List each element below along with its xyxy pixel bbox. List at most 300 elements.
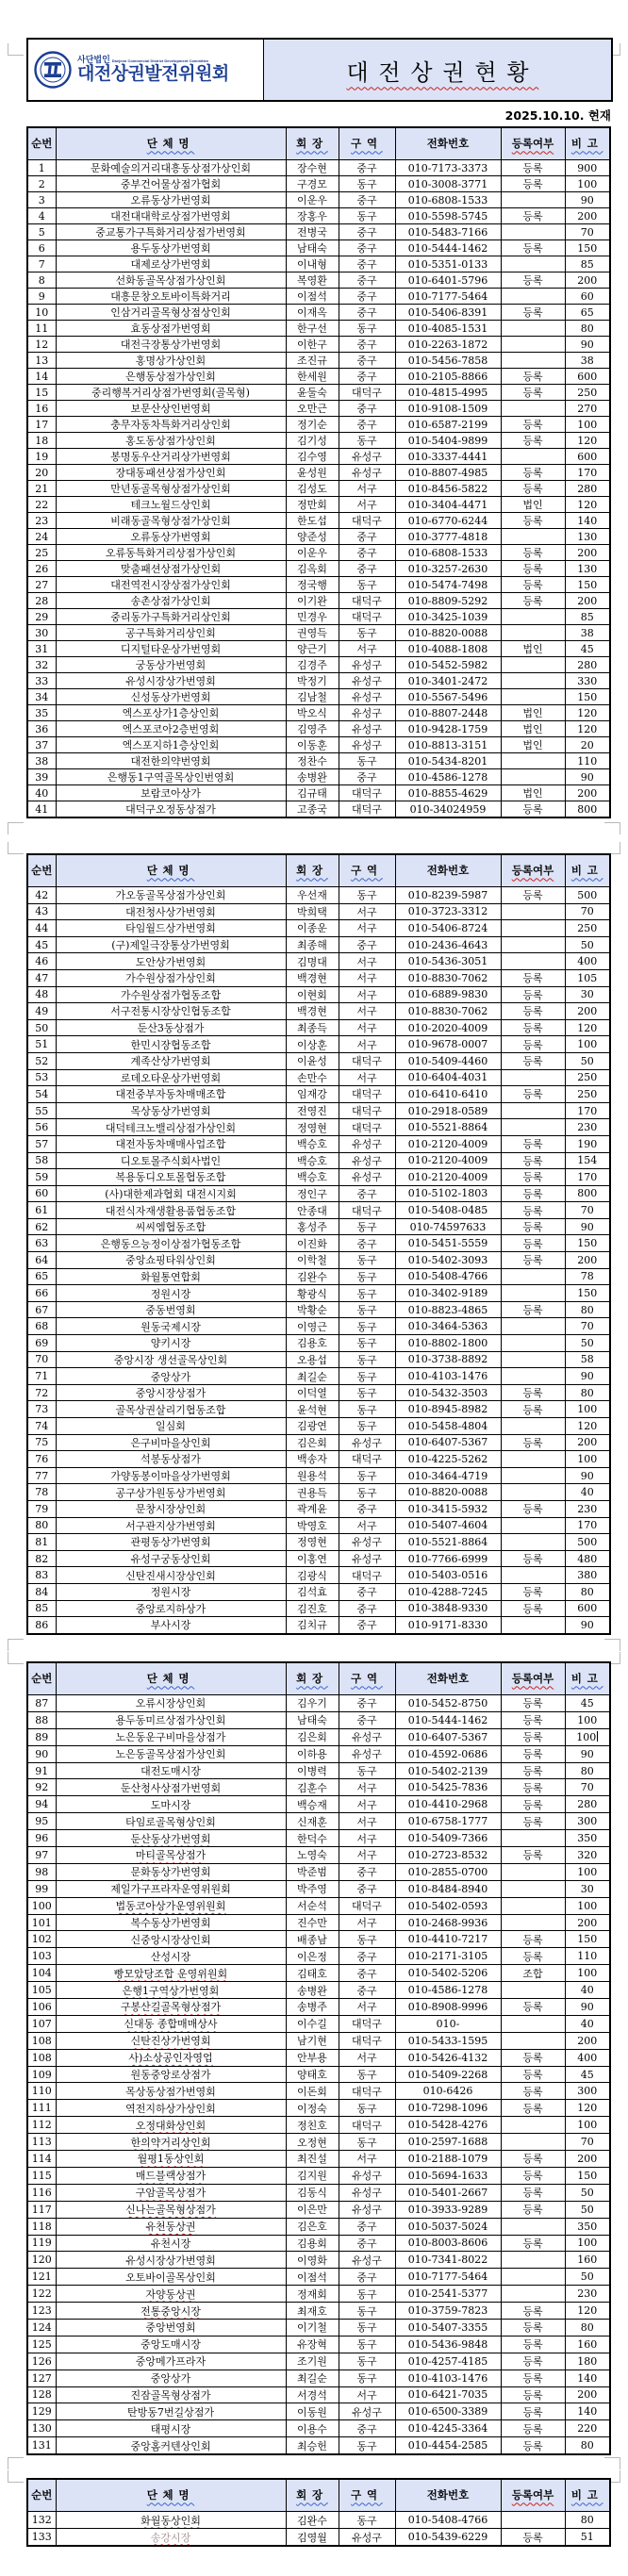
cell-note: 70 [565, 1779, 610, 1796]
cell-no: 13 [27, 353, 56, 369]
cell-registered: 등록 [501, 1583, 565, 1600]
cell-name: 선화동골목상점가상인회 [56, 272, 286, 289]
cell-phone: 010-8802-1800 [395, 1335, 501, 1352]
cell-no: 23 [27, 513, 56, 529]
cell-chairman: 최종득 [286, 1019, 339, 1036]
cell-phone: 010-3464-5363 [395, 1318, 501, 1335]
cell-chairman: 이현회 [286, 986, 339, 1003]
cell-district: 중구 [339, 1863, 395, 1880]
cell-name: 둔산청사상점가번영회 [56, 1779, 286, 1796]
cell-name: 가수원상점가상인회 [56, 969, 286, 986]
cell-registered: 법인 [501, 497, 565, 513]
cell-name: 원동국제시장 [56, 1318, 286, 1335]
table-row [27, 465, 610, 481]
cell-note: 120 [565, 705, 610, 721]
cell-name: 만년동골목형상점가상인회 [56, 481, 286, 497]
cell-phone: 010-2541-5377 [395, 2286, 501, 2303]
cell-district: 동구 [339, 321, 395, 337]
cell-chairman: 이동원 [286, 2403, 339, 2420]
cell-district: 동구 [339, 1384, 395, 1401]
cell-name: 대전식자재생활용품협동조합 [56, 1202, 286, 1219]
table-row [27, 657, 610, 673]
cell-no: 120 [27, 2252, 56, 2269]
cell-chairman: 홍성주 [286, 1218, 339, 1235]
cell-name: 노은동운구비마을상점가 [56, 1728, 286, 1745]
cell-name: 중앙시장 생선골목상인회 [56, 1351, 286, 1368]
cell-phone: 010-3723-3312 [395, 903, 501, 920]
cell-no: 126 [27, 2353, 56, 2370]
column-header-district: 구역 [339, 2479, 395, 2512]
cell-phone: 010-7298-1096 [395, 2100, 501, 2117]
table-row [27, 2083, 610, 2100]
cell-note: 100 [565, 417, 610, 433]
table-row [27, 2015, 610, 2032]
cell-district: 중구 [339, 1695, 395, 1712]
table-row [27, 289, 610, 305]
cell-note: 70 [565, 1202, 610, 1219]
table-row [27, 1745, 610, 1762]
cell-district: 유성구 [339, 2403, 395, 2420]
table-row [27, 2269, 610, 2286]
cell-registered [501, 1318, 565, 1335]
cell-name: 가양동봉이마을상가번영회 [56, 1467, 286, 1484]
org-type-label: 사단법인 [77, 55, 110, 65]
cell-phone: 010-6410-6410 [395, 1086, 501, 1103]
table-header-row [27, 854, 610, 887]
cell-note: 150 [565, 1235, 610, 1252]
cell-registered [501, 2032, 565, 2049]
cell-name: 신성동상가번영회 [56, 689, 286, 705]
cell-phone: 010-8908-9996 [395, 1999, 501, 2016]
cell-registered: 등록 [501, 545, 565, 561]
table-row [27, 1036, 610, 1053]
cell-note: 80 [565, 1384, 610, 1401]
table-row [27, 1252, 610, 1269]
cell-district: 동구 [339, 753, 395, 769]
cell-registered: 등록 [501, 240, 565, 256]
column-header-note: 비고 [565, 127, 610, 160]
cell-registered: 등록 [501, 417, 565, 433]
cell-registered: 등록 [501, 305, 565, 321]
cell-no: 75 [27, 1434, 56, 1451]
cell-registered [501, 769, 565, 785]
cell-registered [501, 224, 565, 240]
cell-chairman: 권용득 [286, 1484, 339, 1501]
cell-chairman: 김영월 [286, 2529, 339, 2547]
cell-chairman: 권영득 [286, 625, 339, 641]
cell-chairman: 정국행 [286, 577, 339, 593]
cell-registered [501, 1880, 565, 1897]
cell-no: 54 [27, 1086, 56, 1103]
cell-name: 은행동으능정이상점가협동조합 [56, 1235, 286, 1252]
cell-chairman: 김은호 [286, 2218, 339, 2235]
cell-no: 78 [27, 1484, 56, 1501]
cell-chairman: 정재회 [286, 2286, 339, 2303]
cell-name: 중부건어물상점가협회 [56, 176, 286, 192]
cell-chairman: 김지원 [286, 2167, 339, 2184]
cell-phone: 010-5444-1462 [395, 240, 501, 256]
cell-phone: 010-3404-4471 [395, 497, 501, 513]
cell-chairman: 전영진 [286, 1102, 339, 1119]
cell-phone: 010-3008-3771 [395, 176, 501, 192]
cell-name: 일심회 [56, 1418, 286, 1435]
table-row [27, 769, 610, 785]
cell-district: 동구 [339, 1401, 395, 1418]
table-row [27, 192, 610, 208]
cell-name: 대덕테크노밸리상점가상인회 [56, 1119, 286, 1136]
cell-no: 94 [27, 1796, 56, 1813]
cell-note: 85 [565, 256, 610, 272]
cell-note: 30 [565, 1880, 610, 1897]
cell-no: 129 [27, 2403, 56, 2420]
cell-no: 122 [27, 2286, 56, 2303]
cell-phone: 010-5403-0516 [395, 1567, 501, 1584]
column-header-district: 구역 [339, 854, 395, 887]
cell-registered [501, 2117, 565, 2134]
cell-district: 동구 [339, 1418, 395, 1435]
cell-registered: 등록 [501, 2529, 565, 2547]
cell-chairman: 안종대 [286, 1202, 339, 1219]
cell-registered: 등록 [501, 369, 565, 385]
cell-district: 유성구 [339, 1135, 395, 1152]
cell-chairman: 백송자 [286, 1451, 339, 1468]
cell-chairman: 고종국 [286, 801, 339, 818]
cell-phone: 010-8855-4629 [395, 785, 501, 801]
cell-note: 50 [565, 1052, 610, 1069]
cell-phone: 010-2120-4009 [395, 1135, 501, 1152]
cell-phone: 010-7341-8022 [395, 2252, 501, 2269]
cell-phone: 010-3402-9189 [395, 1285, 501, 1302]
cell-phone: 010-5436-3051 [395, 953, 501, 970]
cell-no: 110 [27, 2083, 56, 2100]
cell-district: 중구 [339, 1185, 395, 1202]
cell-no: 69 [27, 1335, 56, 1352]
cell-name: 오토바이골목상인회 [56, 2269, 286, 2286]
cell-name: 디지털타운상가번영회 [56, 641, 286, 657]
cell-name: 궁동상가번영회 [56, 657, 286, 673]
cell-registered: 등록 [501, 1779, 565, 1796]
cell-no: 71 [27, 1368, 56, 1385]
cell-name: 탄방동7번길상점가 [56, 2403, 286, 2420]
cell-chairman: 노영숙 [286, 1847, 339, 1864]
cell-chairman: 정친호 [286, 2117, 339, 2134]
cell-no: 106 [27, 1999, 56, 2016]
cell-registered: 등록 [501, 1550, 565, 1567]
cell-phone: 010-8003-8606 [395, 2235, 501, 2252]
cell-no: 100 [27, 1897, 56, 1914]
cell-name: 오정대화상인회 [56, 2117, 286, 2134]
cell-phone: 010-2468-9936 [395, 1914, 501, 1931]
table-row [27, 2286, 610, 2303]
table-row [27, 385, 610, 401]
cell-district: 동구 [339, 176, 395, 192]
cell-note: 40 [565, 1982, 610, 1999]
cell-district: 유성구 [339, 673, 395, 689]
cell-phone: 010-8813-3151 [395, 737, 501, 753]
cell-registered: 등록 [501, 561, 565, 577]
cell-name: 유천동상권 [56, 2218, 286, 2235]
cell-phone: 010-4815-4995 [395, 385, 501, 401]
cell-phone: 010-3464-4719 [395, 1467, 501, 1484]
cell-phone: 010-7766-6999 [395, 1550, 501, 1567]
cell-no: 29 [27, 609, 56, 625]
cell-chairman: 윤성원 [286, 465, 339, 481]
cell-registered: 등록 [501, 2336, 565, 2353]
cell-registered: 등록 [501, 1728, 565, 1745]
cell-no: 107 [27, 2015, 56, 2032]
cell-district: 중구 [339, 305, 395, 321]
cell-no: 42 [27, 887, 56, 904]
cell-phone: 010-4592-0686 [395, 1745, 501, 1762]
cell-registered [501, 1451, 565, 1468]
cell-phone: 010-74597633 [395, 1218, 501, 1235]
cell-name: 중동번영회 [56, 1301, 286, 1318]
cell-district: 동구 [339, 1484, 395, 1501]
cell-registered [501, 753, 565, 769]
cell-chairman: 정영현 [286, 1119, 339, 1136]
cell-note: 70 [565, 903, 610, 920]
cell-name: 목상동상가번영회 [56, 1102, 286, 1119]
cell-registered: 등록 [501, 1695, 565, 1712]
cell-name: 대전중부자동차매매조합 [56, 1086, 286, 1103]
table-row [27, 1500, 610, 1517]
cell-name: 서구전통시장상인협동조합 [56, 1003, 286, 1020]
cell-district: 중구 [339, 160, 395, 176]
cell-no: 118 [27, 2218, 56, 2235]
column-header-no: 순번 [27, 854, 56, 887]
page-corner-mark [8, 43, 24, 56]
cell-no: 37 [27, 737, 56, 753]
cell-registered [501, 903, 565, 920]
cell-name: (구)제일극장통상가번영회 [56, 936, 286, 953]
cell-registered: 등록 [501, 1003, 565, 1020]
cell-registered [501, 1534, 565, 1551]
cell-no: 11 [27, 321, 56, 337]
cell-chairman: 이점석 [286, 289, 339, 305]
cell-no: 113 [27, 2134, 56, 2151]
cell-no: 125 [27, 2336, 56, 2353]
cell-phone: 010-8456-5822 [395, 481, 501, 497]
table-row [27, 785, 610, 801]
table-row [27, 1185, 610, 1202]
cell-note: 200 [565, 545, 610, 561]
column-header-district: 구역 [339, 127, 395, 160]
cell-name: 중앙상가 [56, 2370, 286, 2386]
cell-note: 220 [565, 2420, 610, 2437]
table-row [27, 481, 610, 497]
cell-phone: 010-5406-8391 [395, 305, 501, 321]
cell-name: 복수동상가번영회 [56, 1914, 286, 1931]
cell-chairman: 정기순 [286, 417, 339, 433]
cell-note: 100 [565, 2117, 610, 2134]
cell-name: 대전대대학로상점가번영회 [56, 208, 286, 224]
cell-name: 대전역전시장상점가상인회 [56, 577, 286, 593]
cell-name: 중앙상가 [56, 1368, 286, 1385]
cell-district: 서구 [339, 641, 395, 657]
cell-name: 인삼거리골목형상점상인회 [56, 305, 286, 321]
cell-note: 120 [565, 1019, 610, 1036]
table-row [27, 2512, 610, 2529]
cell-district: 서구 [339, 1019, 395, 1036]
cell-chairman: 김수영 [286, 449, 339, 465]
cell-registered: 등록 [501, 2386, 565, 2403]
cell-no: 16 [27, 401, 56, 417]
cell-district: 유성구 [339, 2201, 395, 2218]
cell-district: 중구 [339, 369, 395, 385]
cell-district: 대덕구 [339, 1202, 395, 1219]
cell-district: 대덕구 [339, 513, 395, 529]
table-row [27, 2066, 610, 2083]
table-row [27, 1434, 610, 1451]
cell-phone: 010-5402-5206 [395, 1965, 501, 1982]
page-corner-mark [8, 822, 24, 834]
cell-phone: 010-4586-1278 [395, 1982, 501, 1999]
cell-note: 280 [565, 657, 610, 673]
cell-phone: 010-5425-7836 [395, 1779, 501, 1796]
cell-registered [501, 1863, 565, 1880]
cell-no: 8 [27, 272, 56, 289]
cell-name: 둔산3동상점가 [56, 1019, 286, 1036]
cell-chairman: 배종남 [286, 1931, 339, 1948]
cell-chairman: 양준성 [286, 529, 339, 545]
cell-phone: 010-9428-1759 [395, 721, 501, 737]
cell-registered [501, 689, 565, 705]
cell-chairman: 신재훈 [286, 1813, 339, 1830]
cell-district: 대덕구 [339, 1451, 395, 1468]
cell-phone: 010-4245-3364 [395, 2420, 501, 2437]
cell-note: 50 [565, 936, 610, 953]
cell-name: 정원시장 [56, 1583, 286, 1600]
cell-district: 서구 [339, 986, 395, 1003]
cell-district: 서구 [339, 1813, 395, 1830]
table-row [27, 1617, 610, 1634]
cell-note: 150 [565, 240, 610, 256]
cell-no: 95 [27, 1813, 56, 1830]
cell-phone: 010-4586-1278 [395, 769, 501, 785]
cell-note: 38 [565, 625, 610, 641]
table-row [27, 1052, 610, 1069]
cell-phone: 010-2105-8866 [395, 369, 501, 385]
cell-registered: 법인 [501, 641, 565, 657]
cell-note: 80 [565, 1301, 610, 1318]
table-row [27, 433, 610, 449]
cell-name: 디오토몰주식회사법인 [56, 1152, 286, 1169]
cell-registered [501, 1897, 565, 1914]
cell-name: 문화동상가번영회 [56, 1863, 286, 1880]
cell-phone: 010-6587-2199 [395, 417, 501, 433]
cell-chairman: 한도섭 [286, 513, 339, 529]
cell-name: 한의약거리상인회 [56, 2134, 286, 2151]
cell-note: 85 [565, 609, 610, 625]
cell-name: 장대동패션상점가상인회 [56, 465, 286, 481]
cell-phone: 010-5483-7166 [395, 224, 501, 240]
cell-registered: 조합 [501, 1965, 565, 1982]
cell-name: 중앙쇼핑타워상인회 [56, 1252, 286, 1269]
cell-chairman: 오정현 [286, 2134, 339, 2151]
cell-registered [501, 1285, 565, 1302]
cell-no: 32 [27, 657, 56, 673]
table-row [27, 2386, 610, 2403]
cell-no: 44 [27, 920, 56, 937]
cell-registered: 등록 [501, 1796, 565, 1813]
cell-no: 96 [27, 1830, 56, 1847]
cell-chairman: 김광연 [286, 1418, 339, 1435]
cell-no: 59 [27, 1169, 56, 1186]
table-row [27, 1796, 610, 1813]
cell-no: 62 [27, 1218, 56, 1235]
cell-name: 신나는골목형상점가 [56, 2201, 286, 2218]
cell-name: 신탄진상가번영회 [56, 2032, 286, 2049]
cell-note: 80 [565, 2512, 610, 2529]
page-corner-mark [604, 1639, 620, 1651]
cell-no: 58 [27, 1152, 56, 1169]
cell-chairman: 이영화 [286, 2252, 339, 2269]
cell-chairman: 김규태 [286, 785, 339, 801]
cell-registered: 등록 [501, 593, 565, 609]
cell-no: 108 [27, 2032, 56, 2049]
cell-chairman: 최길순 [286, 1368, 339, 1385]
cell-no: 109 [27, 2066, 56, 2083]
cell-note: 100 [565, 1965, 610, 1982]
table-row [27, 2151, 610, 2168]
cell-note: 78 [565, 1268, 610, 1285]
table-row [27, 561, 610, 577]
cell-registered [501, 1484, 565, 1501]
cell-phone: 010-4103-1476 [395, 1368, 501, 1385]
cell-note: 38 [565, 353, 610, 369]
cell-no: 57 [27, 1135, 56, 1152]
cell-note: 20 [565, 737, 610, 753]
cell-note: 500 [565, 887, 610, 904]
cell-chairman: 민경우 [286, 609, 339, 625]
table-row [27, 545, 610, 561]
cell-no: 24 [27, 529, 56, 545]
cell-phone: 010-6404-4031 [395, 1069, 501, 1086]
cell-chairman: 김완수 [286, 2512, 339, 2529]
cell-note: 170 [565, 1169, 610, 1186]
cell-note: 120 [565, 1418, 610, 1435]
table-row [27, 401, 610, 417]
table-row [27, 1965, 610, 1982]
cell-district: 동구 [339, 208, 395, 224]
cell-district: 유성구 [339, 1728, 395, 1745]
cell-no: 76 [27, 1451, 56, 1468]
cell-registered: 등록 [501, 969, 565, 986]
cell-registered [501, 256, 565, 272]
cell-no: 82 [27, 1550, 56, 1567]
cell-chairman: 이운우 [286, 545, 339, 561]
cell-registered [501, 609, 565, 625]
cell-no: 7 [27, 256, 56, 272]
table-row [27, 953, 610, 970]
cell-name: 부사시장 [56, 1617, 286, 1634]
cell-phone: 010-4257-4185 [395, 2353, 501, 2370]
cell-registered: 등록 [501, 160, 565, 176]
as-of-date: 2025.10.10. 현재 [504, 108, 611, 123]
cell-name: 문화예술의거리대흥동상점가상인회 [56, 160, 286, 176]
cell-note: 40 [565, 2015, 610, 2032]
cell-note: 350 [565, 1830, 610, 1847]
table-row [27, 1418, 610, 1435]
cell-district: 중구 [339, 256, 395, 272]
cell-note: 320 [565, 1847, 610, 1864]
cell-no: 68 [27, 1318, 56, 1335]
cell-no: 20 [27, 465, 56, 481]
page-corner-mark [604, 822, 620, 834]
cell-name: 서구관지상가번영회 [56, 1517, 286, 1534]
cell-phone: 010-5452-5982 [395, 657, 501, 673]
cell-note: 200 [565, 208, 610, 224]
